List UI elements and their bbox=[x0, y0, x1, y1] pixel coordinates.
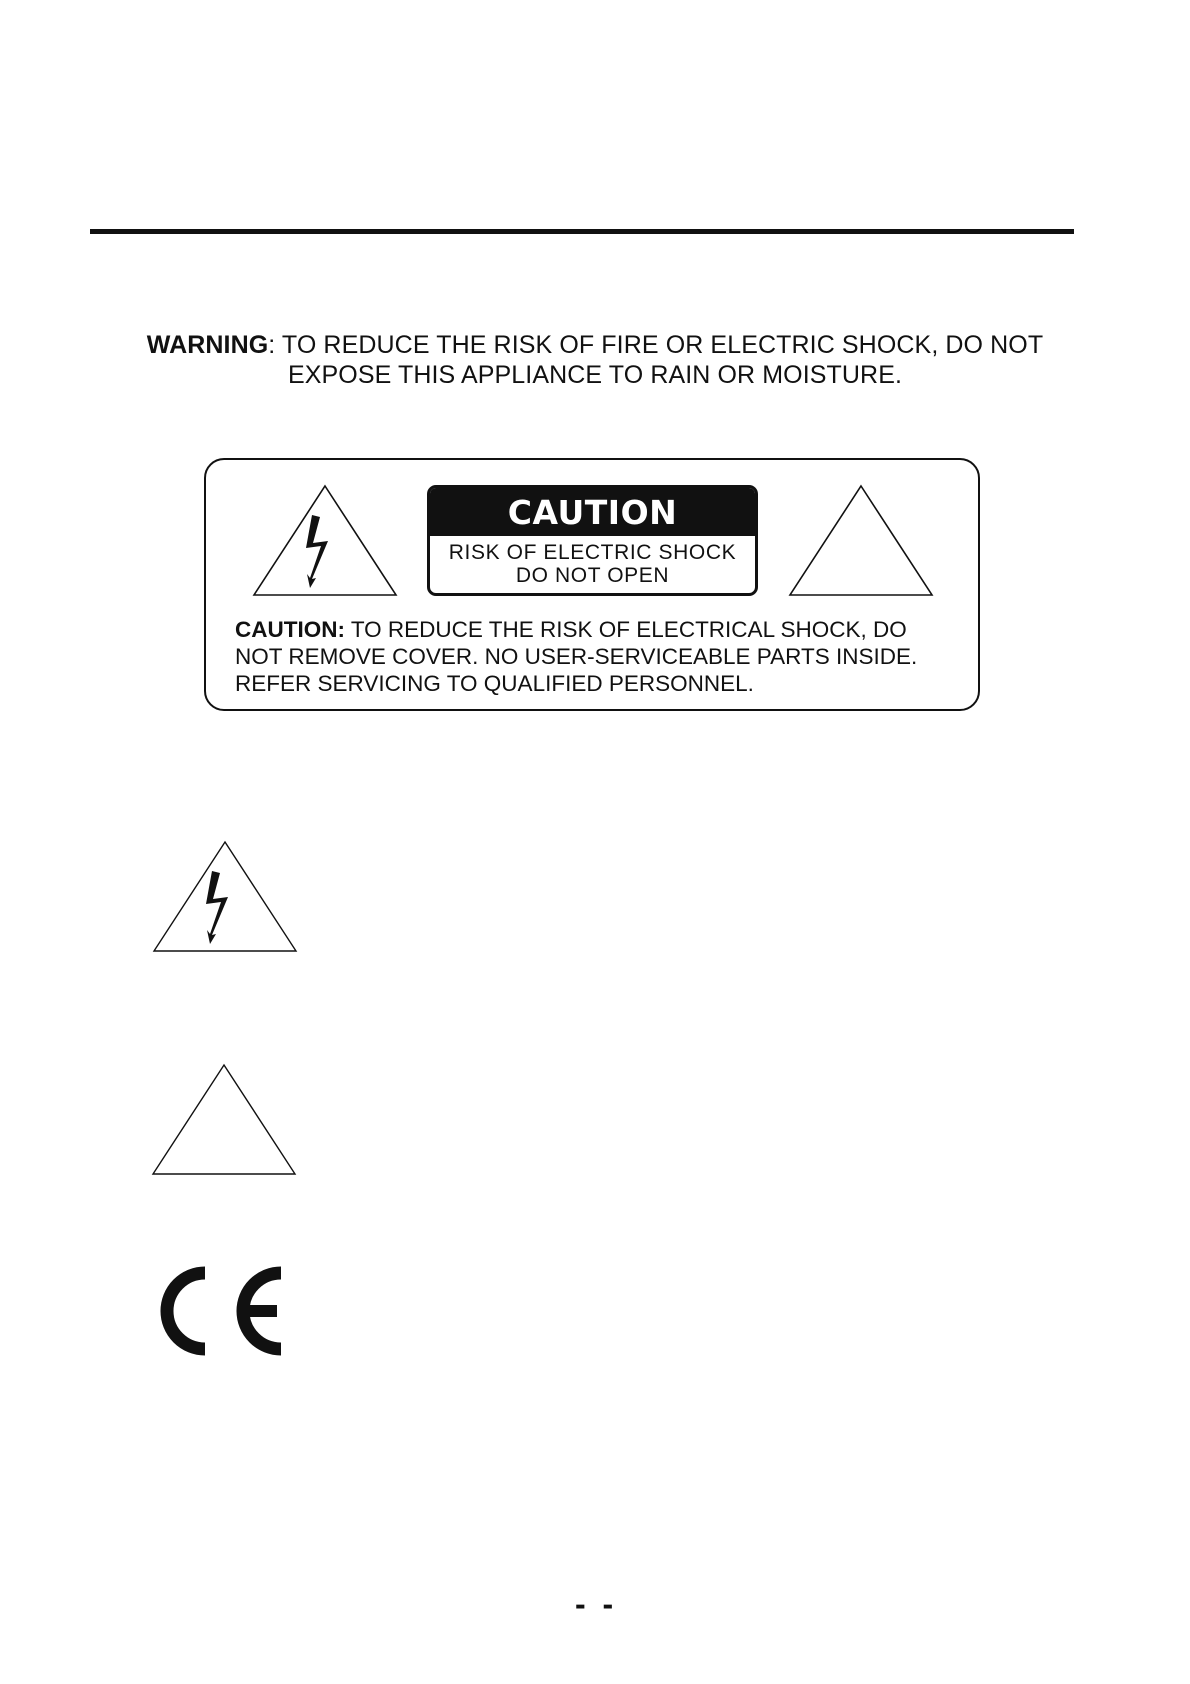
caution-notice-lead: CAUTION: bbox=[235, 617, 345, 642]
lightning-triangle-icon bbox=[250, 484, 400, 598]
caution-label bbox=[427, 485, 758, 596]
caution-notice bbox=[235, 616, 975, 697]
lightning-triangle-icon bbox=[150, 840, 300, 954]
caution-label-line2: DO NOT OPEN bbox=[515, 564, 670, 587]
caution-notice-line3: REFER SERVICING TO QUALIFIED PERSONNEL. bbox=[235, 671, 754, 696]
caution-notice-line1: TO REDUCE THE RISK OF ELECTRICAL SHOCK, DO bbox=[344, 617, 907, 642]
caution-title: CAUTION bbox=[430, 488, 755, 536]
warning-lead: WARNING bbox=[146, 331, 269, 359]
page-number: - - bbox=[575, 1586, 618, 1622]
warning-line1: : TO REDUCE THE RISK OF FIRE OR ELECTRIC SHOCK, DO NOT bbox=[268, 331, 1044, 359]
caution-notice-line2: NOT REMOVE COVER. NO USER-SERVICEABLE PARTS INSIDE. bbox=[235, 644, 918, 669]
caution-label-line1: RISK OF ELECTRIC SHOCK bbox=[448, 541, 737, 564]
warning-statement bbox=[100, 330, 1090, 390]
blank-warning-triangle-icon bbox=[149, 1063, 299, 1177]
ce-mark-icon bbox=[155, 1265, 285, 1357]
top-rule bbox=[90, 229, 1074, 234]
blank-warning-triangle-icon bbox=[786, 484, 936, 598]
warning-line2: EXPOSE THIS APPLIANCE TO RAIN OR MOISTURE. bbox=[287, 361, 903, 389]
